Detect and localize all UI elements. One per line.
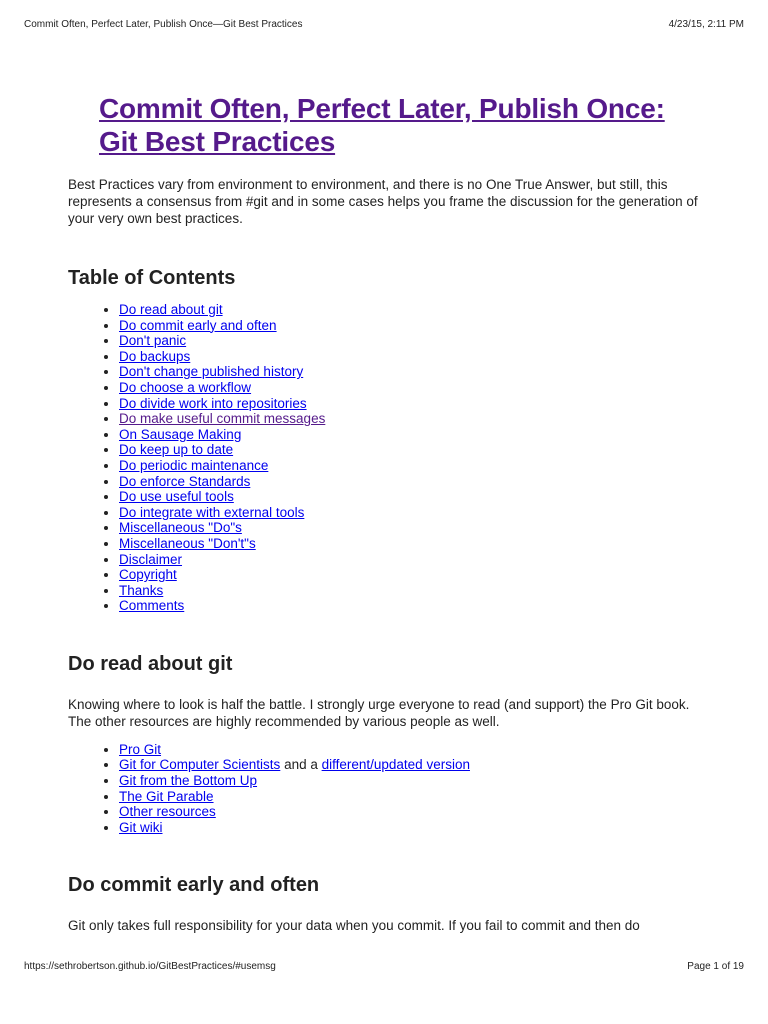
toc-link-standards[interactable]: Do enforce Standards bbox=[119, 473, 251, 489]
toc-item bbox=[119, 489, 708, 505]
print-footer bbox=[24, 961, 744, 975]
toc-item bbox=[119, 396, 708, 412]
toc-link-published-history[interactable]: Don't change published history bbox=[119, 364, 304, 380]
section-heading-read-about-git: Do read about git bbox=[68, 652, 233, 675]
resource-item bbox=[119, 804, 708, 820]
print-header-title: Commit Often, Perfect Later, Publish Once—Git Best Practices bbox=[24, 19, 303, 30]
toc-item bbox=[119, 411, 708, 427]
toc-item bbox=[119, 536, 708, 552]
print-footer-url: https://sethrobertson.github.io/GitBestPractices/#usemsg bbox=[24, 961, 276, 972]
print-footer-page-number: Page 1 of 19 bbox=[687, 961, 744, 972]
resource-item bbox=[119, 742, 708, 758]
toc-link-repositories[interactable]: Do divide work into repositories bbox=[119, 395, 307, 411]
resource-connector-text: and a bbox=[280, 757, 322, 773]
page-title bbox=[99, 92, 708, 158]
toc-link-misc-dos[interactable]: Miscellaneous "Do"s bbox=[119, 520, 242, 536]
toc-item bbox=[119, 598, 708, 614]
link-git-parable[interactable]: The Git Parable bbox=[119, 788, 214, 804]
toc-item bbox=[119, 458, 708, 474]
toc-link-copyright[interactable]: Copyright bbox=[119, 567, 177, 583]
toc-item bbox=[119, 505, 708, 521]
toc-item bbox=[119, 474, 708, 490]
resource-item bbox=[119, 789, 708, 805]
toc-item bbox=[119, 349, 708, 365]
toc-item bbox=[119, 552, 708, 568]
print-header-datetime: 4/23/15, 2:11 PM bbox=[668, 19, 744, 30]
toc-item bbox=[119, 318, 708, 334]
link-git-from-bottom-up[interactable]: Git from the Bottom Up bbox=[119, 773, 258, 789]
toc-link-read-about-git[interactable]: Do read about git bbox=[119, 302, 223, 317]
toc-item bbox=[119, 302, 708, 318]
toc-list bbox=[68, 302, 708, 614]
link-git-for-computer-scientists[interactable]: Git for Computer Scientists bbox=[119, 757, 281, 773]
toc-link-backups[interactable]: Do backups bbox=[119, 348, 191, 364]
toc-item bbox=[119, 427, 708, 443]
link-git-wiki[interactable]: Git wiki bbox=[119, 819, 163, 835]
section-heading-commit-early: Do commit early and often bbox=[68, 874, 320, 897]
toc-link-disclaimer[interactable]: Disclaimer bbox=[119, 551, 183, 567]
toc-link-useful-tools[interactable]: Do use useful tools bbox=[119, 489, 234, 505]
link-different-updated-version[interactable]: different/updated version bbox=[321, 757, 470, 773]
resources-list bbox=[68, 742, 708, 836]
toc-link-workflow[interactable]: Do choose a workflow bbox=[119, 379, 252, 395]
commit-section-paragraph: Git only takes full responsibility for your data when you commit. If you fail to commit and then do bbox=[68, 918, 640, 934]
intro-paragraph: Best Practices vary from environment to environment, and there is no One True Answer, but still, this represents a consensus from #git and in some cases helps you frame the discussion for the generation of your very own best practices. bbox=[68, 177, 698, 226]
toc-link-comments[interactable]: Comments bbox=[119, 598, 185, 614]
resource-item bbox=[119, 820, 708, 836]
toc-link-commit-messages[interactable]: Do make useful commit messages bbox=[119, 411, 326, 427]
toc-item bbox=[119, 442, 708, 458]
toc-link-sausage-making[interactable]: On Sausage Making bbox=[119, 426, 242, 442]
resource-item bbox=[119, 757, 708, 773]
toc-link-maintenance[interactable]: Do periodic maintenance bbox=[119, 457, 269, 473]
link-pro-git[interactable]: Pro Git bbox=[119, 741, 162, 757]
read-section-paragraph: Knowing where to look is half the battle. I strongly urge everyone to read (and support) the Pro Git book. The other resources are highly recommended by various people as well. bbox=[68, 696, 690, 729]
toc-link-misc-donts[interactable]: Miscellaneous "Don't"s bbox=[119, 535, 256, 551]
toc-heading: Table of Contents bbox=[68, 267, 236, 289]
resource-item bbox=[119, 773, 708, 789]
toc-item bbox=[119, 380, 708, 396]
toc-item bbox=[119, 583, 708, 599]
toc-item bbox=[119, 520, 708, 536]
toc-link-commit-early[interactable]: Do commit early and often bbox=[119, 317, 277, 333]
toc-link-up-to-date[interactable]: Do keep up to date bbox=[119, 442, 234, 458]
link-other-resources[interactable]: Other resources bbox=[119, 804, 216, 820]
toc-item bbox=[119, 364, 708, 380]
toc-link-external-tools[interactable]: Do integrate with external tools bbox=[119, 504, 305, 520]
toc-link-thanks[interactable]: Thanks bbox=[119, 582, 164, 598]
toc-item bbox=[119, 333, 708, 349]
toc-link-dont-panic[interactable]: Don't panic bbox=[119, 333, 187, 349]
page-title-link[interactable]: Commit Often, Perfect Later, Publish Once: Git Best Practices bbox=[99, 93, 665, 157]
article-content bbox=[68, 92, 708, 944]
print-header bbox=[24, 19, 744, 33]
toc-item bbox=[119, 567, 708, 583]
